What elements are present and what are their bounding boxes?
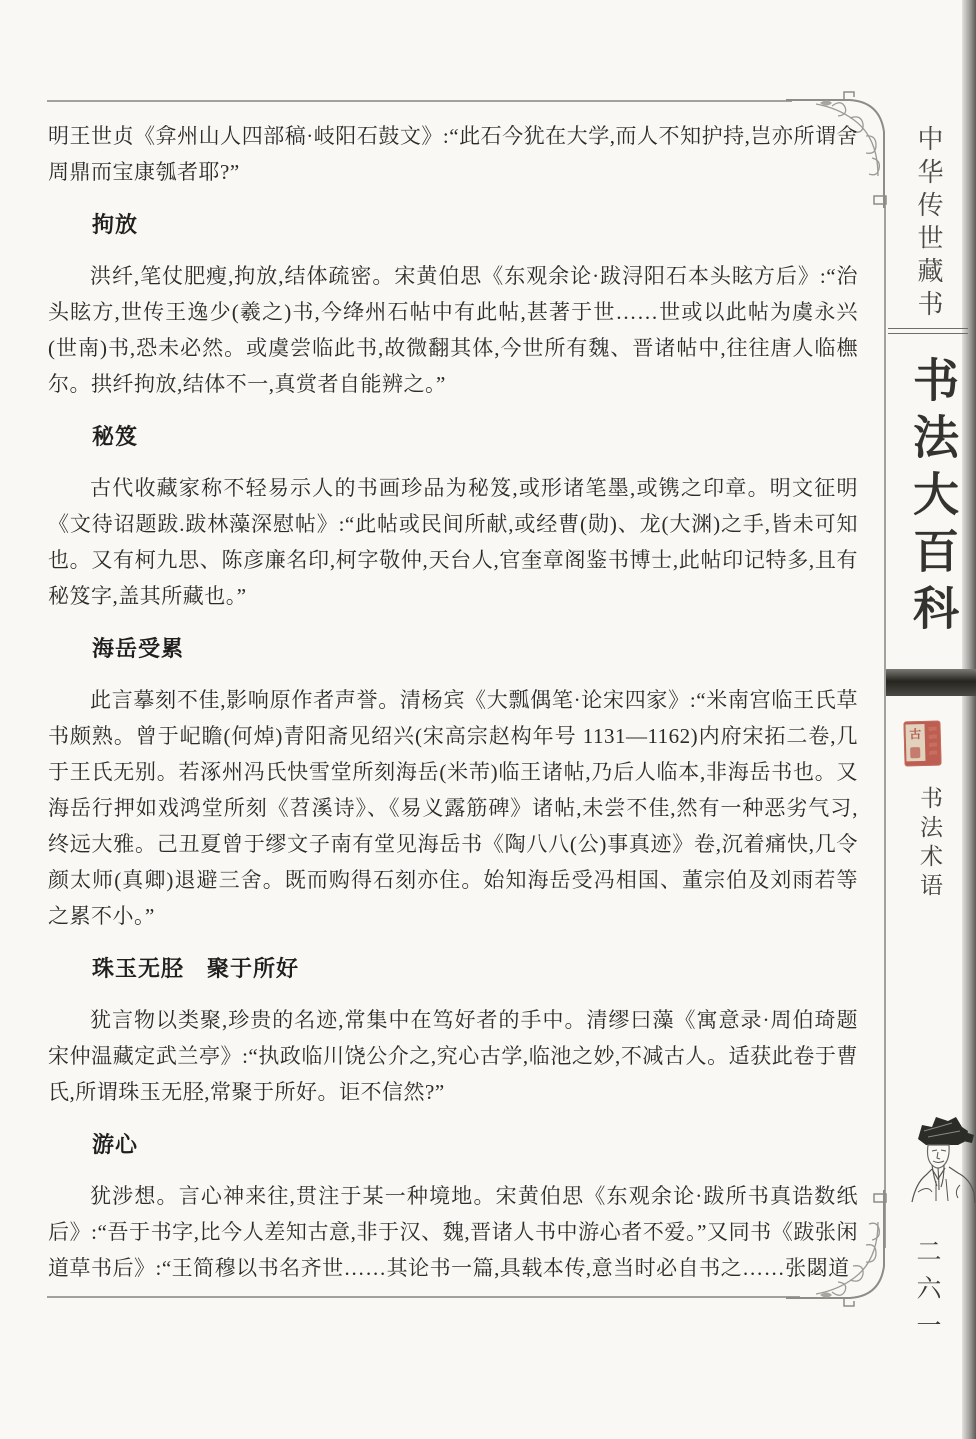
seal-right-panel bbox=[924, 721, 941, 766]
page-number: 二六一 bbox=[913, 1238, 940, 1349]
collector-seal-stamp-icon bbox=[903, 721, 941, 767]
page-edge-shadow bbox=[962, 0, 976, 1439]
entry-body: 犹涉想。言心神来往,贯注于某一种境地。宋黄伯思《东观余论·跋所书真诰数纸后》:“吾于书字,比今人差知古意,非于汉、魏,晋诸人书中游心者不爱。”又同书《跋张闲道草书后》:“王简穆以书名齐世……其论书一篇,具载本传,意当时必自书之……张閟道 bbox=[48, 1184, 858, 1280]
entry-term: 珠玉无胫 聚于所好 bbox=[92, 956, 300, 981]
entry-body: 此言摹刻不佳,影响原作者声誉。清杨宾《大瓢偶笔·论宋四家》:“米南宫临王氏草书颇熟。曾于屺瞻(何焯)青阳斋见绍兴(宋高宗赵构年号 1131—1162)内府宋拓二卷,几于王氏无别。若涿州冯氏快雪堂所刻海岳(米芾)临王诸帖,乃后人临本,非海岳书也。又海岳行押如戏鸿堂所刻《苕溪诗》、《易义露筋碑》诸帖,未尝不佳,然有一种恶劣气习,终远大雅。己丑夏曾于缪文子南有堂见海岳书《陶八八(公)事真迹》卷,沉着痛快,几令颜太师(真卿)退避三舍。既而购得石刻亦住。始知海岳受冯相国、董宗伯及刘雨若等之累不小。” bbox=[48, 688, 858, 928]
entry-body: 古代收藏家称不轻易示人的书画珍品为秘笈,或形诸笔墨,或镌之印章。明文征明《文待诏题跋.跋林藻深慰帖》:“此帖或民间所献,或经曹(勋)、龙(大渊)之手,皆未可知也。又有柯九思、陈彦廉名印,柯字敬仲,天台人,官奎章阁鉴书博士,此帖印记特多,且有秘笈字,盖其所藏也。” bbox=[48, 476, 858, 608]
lead-paragraph: 明王世贞《弇州山人四部稿·岐阳石鼓文》:“此石今犹在大学,而人不知护持,岂亦所谓舍周鼎而宝康瓠者耶?” bbox=[48, 124, 858, 184]
entry-body: 洪纤,笔仗肥瘦,拘放,结体疏密。宋黄伯思《东观余论·跋浔阳石本头眩方后》:“治头眩方,世传王逸少(羲之)书,今绛州石帖中有此帖,甚著于世……世或以此帖为虞永兴(世南)书,恐未必然。或虞尝临此书,故微翻其体,今世所有魏、晋诸帖中,往往唐人临橅尔。拱纤拘放,结体不一,真赏者自能辨之。” bbox=[48, 264, 858, 396]
sidebar-dark-band bbox=[886, 669, 976, 696]
series-title: 中华传世藏书 bbox=[914, 125, 943, 323]
seal-smudge bbox=[911, 747, 921, 758]
book-title: 书法大百科 bbox=[907, 356, 958, 641]
calligrapher-portrait bbox=[902, 1112, 976, 1206]
bottom-frame-rule bbox=[47, 1296, 800, 1298]
entry-term: 海岳受累 bbox=[92, 636, 185, 661]
seal-char: 古 bbox=[909, 726, 922, 742]
main-text-column bbox=[48, 118, 858, 1286]
entry-body: 犹言物以类聚,珍贵的名迹,常集中在笃好者的手中。清缪曰藻《寓意录·周伯琦题宋仲温藏定武兰亭》:“执政临川饶公介之,究心古学,临池之妙,不减古人。适获此卷于曹氏,所谓珠玉无胫,常聚于所好。讵不信然?” bbox=[48, 1008, 858, 1104]
right-frame-rule bbox=[884, 196, 886, 1248]
entry-term: 拘放 bbox=[92, 212, 139, 237]
sidebar-divider bbox=[888, 328, 968, 334]
entry-term: 秘笈 bbox=[92, 424, 139, 449]
entry-term: 游心 bbox=[92, 1132, 139, 1157]
seal-left-panel bbox=[906, 724, 925, 761]
top-frame-rule bbox=[47, 100, 792, 102]
section-label: 书法术语 bbox=[917, 786, 942, 902]
